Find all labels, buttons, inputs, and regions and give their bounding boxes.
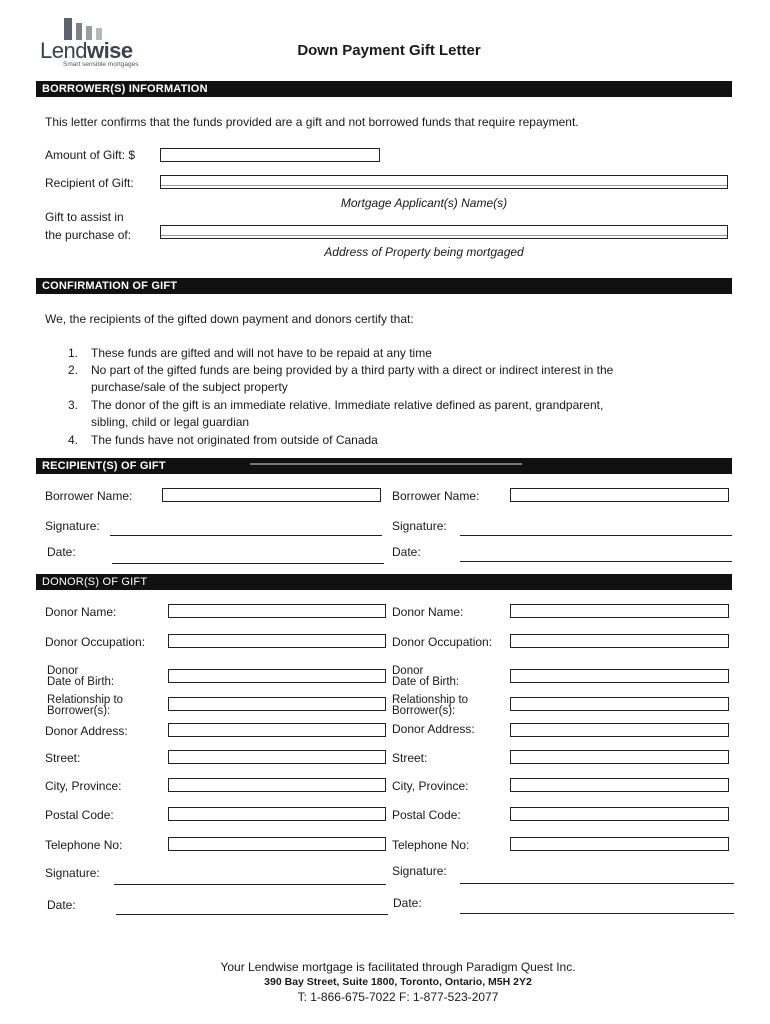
list-item: The funds have not originated from outside of Canada — [91, 433, 378, 447]
date-label: Date: — [392, 545, 421, 559]
signature-label: Signature: — [45, 519, 100, 533]
donors-section-header: DONOR(S) OF GIFT — [36, 574, 732, 590]
lendwise-logo-mark-icon — [64, 18, 110, 40]
date-label: Date: — [393, 896, 422, 910]
street-label: Street: — [45, 751, 81, 765]
assist-caption: Address of Property being mortgaged — [324, 245, 524, 259]
donor-occupation-label: Donor Occupation: — [45, 635, 146, 649]
donor-address-field-1[interactable] — [168, 723, 386, 737]
donor-city-field-2[interactable] — [510, 778, 729, 792]
recipient-label: Recipient of Gift: — [45, 176, 134, 190]
city-province-label: City, Province: — [392, 779, 469, 793]
donor-relationship-field-2[interactable] — [510, 697, 729, 711]
donor-name-label: Donor Name: — [392, 605, 464, 619]
donor-city-field-1[interactable] — [168, 778, 386, 792]
donor-occupation-field-2[interactable] — [510, 634, 729, 648]
signature-label: Signature: — [392, 864, 447, 878]
relationship-label-line2: Borrower(s): — [47, 705, 111, 717]
list-item-continuation: sibling, child or legal guardian — [91, 415, 250, 429]
dob-label-line2: Date of Birth: — [47, 676, 115, 688]
telephone-label: Telephone No: — [392, 838, 470, 852]
donor-telephone-field-1[interactable] — [168, 837, 386, 851]
borrower-intro: This letter confirms that the funds provided are a gift and not borrowed funds that require repayment. — [45, 115, 579, 129]
recipients-section-header: RECIPIENT(S) OF GIFT — [36, 458, 732, 474]
dob-label-line1: Donor — [47, 665, 79, 677]
borrower-name-label: Borrower Name: — [392, 489, 480, 503]
donor-name-field-1[interactable] — [168, 604, 386, 618]
borrower-signature-line-1[interactable] — [110, 535, 382, 536]
signature-label: Signature: — [45, 866, 100, 880]
donor-street-field-2[interactable] — [510, 750, 729, 764]
logo-word-bold: wise — [86, 38, 133, 63]
amount-label: Amount of Gift: $ — [45, 148, 136, 162]
borrower-signature-line-2[interactable] — [460, 535, 732, 536]
postal-code-label: Postal Code: — [392, 808, 461, 822]
donor-name-field-2[interactable] — [510, 604, 729, 618]
donor-relationship-field-1[interactable] — [168, 697, 386, 711]
amount-of-gift-field[interactable] — [160, 148, 380, 162]
borrower-name-field-2[interactable] — [510, 488, 729, 502]
donor-postal-field-2[interactable] — [510, 807, 729, 821]
donor-dob-field-1[interactable] — [168, 669, 386, 683]
donor-date-line-1[interactable] — [116, 914, 388, 915]
date-label: Date: — [47, 545, 76, 559]
list-item-number: 4. — [67, 433, 78, 447]
street-label: Street: — [392, 751, 428, 765]
donor-street-field-1[interactable] — [168, 750, 386, 764]
telephone-label: Telephone No: — [45, 838, 123, 852]
relationship-label-line1: Relationship to — [47, 694, 124, 706]
postal-code-label: Postal Code: — [45, 808, 114, 822]
assist-label-line2: the purchase of: — [45, 228, 132, 242]
date-label: Date: — [47, 898, 76, 912]
donor-signature-line-1[interactable] — [114, 884, 386, 885]
list-item-continuation: purchase/sale of the subject property — [91, 380, 288, 394]
list-item: These funds are gifted and will not have to be repaid at any time — [91, 346, 432, 360]
donor-name-label: Donor Name: — [45, 605, 117, 619]
dob-label-line2: Date of Birth: — [392, 676, 460, 688]
dob-label-line1: Donor — [392, 665, 424, 677]
list-item-number: 2. — [67, 363, 78, 377]
list-item-number: 1. — [67, 346, 78, 360]
donor-address-label: Donor Address: — [45, 724, 128, 738]
relationship-label-line1: Relationship to — [392, 694, 469, 706]
donor-occupation-label: Donor Occupation: — [392, 635, 493, 649]
donor-telephone-field-2[interactable] — [510, 837, 729, 851]
donor-occupation-field-1[interactable] — [168, 634, 386, 648]
property-address-field[interactable] — [160, 225, 728, 239]
document-title: Down Payment Gift Letter — [297, 42, 481, 59]
signature-label: Signature: — [392, 519, 447, 533]
donor-address-label: Donor Address: — [392, 722, 475, 736]
list-item: The donor of the gift is an immediate relative. Immediate relative defined as parent, grandparent, — [91, 398, 604, 412]
list-item: No part of the gifted funds are being provided by a third party with a direct or indirect interest in the — [91, 363, 614, 377]
borrower-date-line-2[interactable] — [460, 561, 732, 562]
city-province-label: City, Province: — [45, 779, 122, 793]
donor-dob-field-2[interactable] — [510, 669, 729, 683]
list-item-number: 3. — [67, 398, 78, 412]
confirmation-intro: We, the recipients of the gifted down payment and donors certify that: — [45, 312, 414, 326]
borrower-date-line-1[interactable] — [112, 563, 384, 564]
recipient-caption: Mortgage Applicant(s) Name(s) — [340, 196, 508, 210]
logo-tagline: Smart sensible mortgages — [63, 61, 139, 68]
confirmation-section-header: CONFIRMATION OF GIFT — [36, 278, 732, 294]
footer-phone-fax: T: 1-866-675-7022 F: 1-877-523-2077 — [297, 990, 499, 1004]
footer-address: 390 Bay Street, Suite 1800, Toronto, Ontario, M5H 2Y2 — [264, 976, 532, 988]
donor-date-line-2[interactable] — [460, 913, 734, 914]
relationship-label-line2: Borrower(s): — [392, 705, 456, 717]
borrower-name-field-1[interactable] — [162, 488, 381, 502]
donor-postal-field-1[interactable] — [168, 807, 386, 821]
header-divider — [250, 463, 522, 465]
recipient-of-gift-field[interactable] — [160, 175, 728, 189]
donor-address-field-2[interactable] — [510, 723, 729, 737]
logo-word-light: Lend — [40, 38, 87, 63]
footer-facilitator: Your Lendwise mortgage is facilitated through Paradigm Quest Inc. — [220, 960, 576, 974]
donor-signature-line-2[interactable] — [460, 883, 734, 884]
assist-label-line1: Gift to assist in — [45, 210, 124, 224]
borrower-section-header: BORROWER(S) INFORMATION — [36, 81, 732, 97]
borrower-name-label: Borrower Name: — [45, 489, 133, 503]
